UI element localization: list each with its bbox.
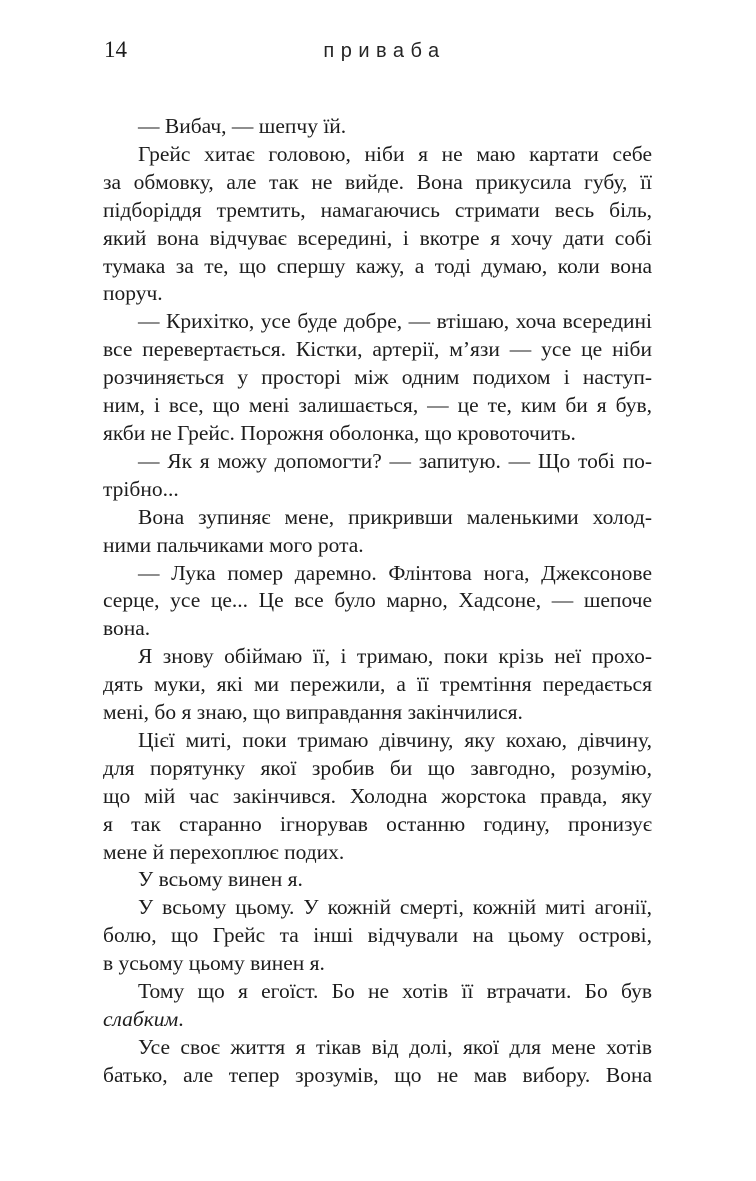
paragraph	[103, 560, 652, 644]
text-line	[103, 253, 652, 281]
body-text	[103, 113, 652, 1090]
text-line	[103, 587, 652, 615]
text-line	[103, 978, 652, 1006]
text-segment: трібно...	[103, 476, 179, 501]
text-line	[103, 532, 652, 560]
running-head: приваба	[323, 40, 446, 62]
text-segment: — Крихітко, усе буде добре, — втішаю, хоча всередині	[138, 309, 652, 334]
text-segment: дять муки, які ми пережили, а її тремтіння передається	[103, 672, 652, 697]
text-segment: ним, і все, що мені залишається, — це те, ким би я був,	[103, 393, 652, 418]
paragraph	[103, 141, 652, 308]
text-segment: — Як я можу допомогти? — запитую. — Що тобі по-	[138, 448, 652, 473]
paragraph	[103, 448, 652, 504]
paragraph	[103, 504, 652, 560]
text-line	[103, 922, 652, 950]
text-segment: серце, усе це... Це все було марно, Хадсоне, — шепоче	[103, 588, 652, 613]
paragraph	[103, 1034, 652, 1090]
text-segment: за обмовку, але так не вийде. Вона прикусила губу, її	[103, 169, 652, 194]
text-segment: поруч.	[103, 281, 163, 306]
text-segment: Усе своє життя я тікав від долі, якої для мене хотів	[138, 1034, 652, 1059]
text-segment: в усьому цьому винен я.	[103, 951, 325, 976]
text-segment: мені, бо я знаю, що виправдання закінчилися.	[103, 700, 523, 725]
text-segment: — Вибач, — шепчу їй.	[138, 114, 347, 138]
text-segment: Грейс хитає головою, ніби я не маю картати себе	[138, 141, 652, 166]
paragraph	[103, 113, 652, 141]
text-line	[103, 560, 652, 588]
text-segment: батько, але тепер зрозумів, що не мав вибору. Вона	[103, 1062, 652, 1087]
text-segment: все перевертається. Кістки, артерії, м’язи — усе це ніби	[103, 337, 652, 362]
paragraph	[103, 894, 652, 978]
text-line	[103, 392, 652, 420]
text-line	[103, 615, 652, 643]
text-line	[103, 950, 652, 978]
text-segment: ними пальчиками мого рота.	[103, 532, 364, 557]
text-segment: Вона зупиняє мене, прикривши маленькими холод-	[138, 504, 652, 529]
text-segment: .	[178, 1007, 184, 1031]
text-line	[103, 113, 652, 141]
text-line	[103, 169, 652, 197]
text-line	[103, 225, 652, 253]
text-segment: Тому що я егоїст. Бо не хотів її втрачати. Бо був	[138, 979, 652, 1004]
paragraph	[103, 727, 652, 867]
text-segment: вона.	[103, 616, 151, 641]
page-number: 14	[104, 37, 127, 62]
text-line	[103, 894, 652, 922]
text-segment: У всьому цьому. У кожній смерті, кожній миті агонії,	[138, 895, 652, 920]
text-line	[103, 755, 652, 783]
paragraph	[103, 978, 652, 1034]
paragraph	[103, 643, 652, 727]
text-segment: тумака за те, що спершу кажу, а тоді думаю, коли вона	[103, 253, 652, 278]
text-segment: болю, що Грейс та інші відчували на цьому острові,	[103, 923, 652, 948]
text-line	[103, 783, 652, 811]
text-line	[103, 448, 652, 476]
text-segment: — Лука помер даремно. Флінтова нога, Джексонове	[138, 560, 652, 585]
text-segment: якби не Грейс. Порожня оболонка, що кровоточить.	[103, 420, 576, 445]
text-segment: який вона відчуває всередині, і вкотре я хочу дати собі	[103, 225, 652, 250]
text-segment: для порятунку якої зробив би що завгодно, розумію,	[103, 755, 652, 780]
text-line	[103, 420, 652, 448]
text-segment: Цієї миті, поки тримаю дівчину, яку кохаю, дівчину,	[138, 727, 652, 752]
text-line	[103, 811, 652, 839]
text-line	[103, 1006, 652, 1034]
paragraph	[103, 866, 652, 894]
text-line	[103, 1062, 652, 1090]
text-segment: підборіддя тремтить, намагаючись стримати весь біль,	[103, 197, 652, 222]
text-line	[103, 308, 652, 336]
text-line	[103, 643, 652, 671]
text-segment: Я знову обіймаю її, і тримаю, поки крізь неї прохо-	[138, 644, 652, 669]
text-line	[103, 141, 652, 169]
text-segment: У всьому винен я.	[138, 867, 303, 892]
text-line	[103, 364, 652, 392]
text-line	[103, 280, 652, 308]
text-line	[103, 699, 652, 727]
text-line	[103, 866, 652, 894]
text-line	[103, 336, 652, 364]
text-segment: мене й перехоплює подих.	[103, 839, 345, 864]
text-line	[103, 197, 652, 225]
text-segment: розчиняється у просторі між одним подихом і наступ-	[103, 365, 652, 390]
text-line	[103, 671, 652, 699]
text-segment: що мій час закінчився. Холодна жорстока правда, яку	[103, 783, 652, 808]
text-line	[103, 1034, 652, 1062]
text-line	[103, 504, 652, 532]
text-line	[103, 476, 652, 504]
italic-text: слабким	[103, 1007, 179, 1031]
text-line	[103, 727, 652, 755]
text-segment: я так старанно ігнорував останню годину, пронизує	[103, 811, 652, 836]
text-line	[103, 839, 652, 867]
paragraph	[103, 308, 652, 448]
